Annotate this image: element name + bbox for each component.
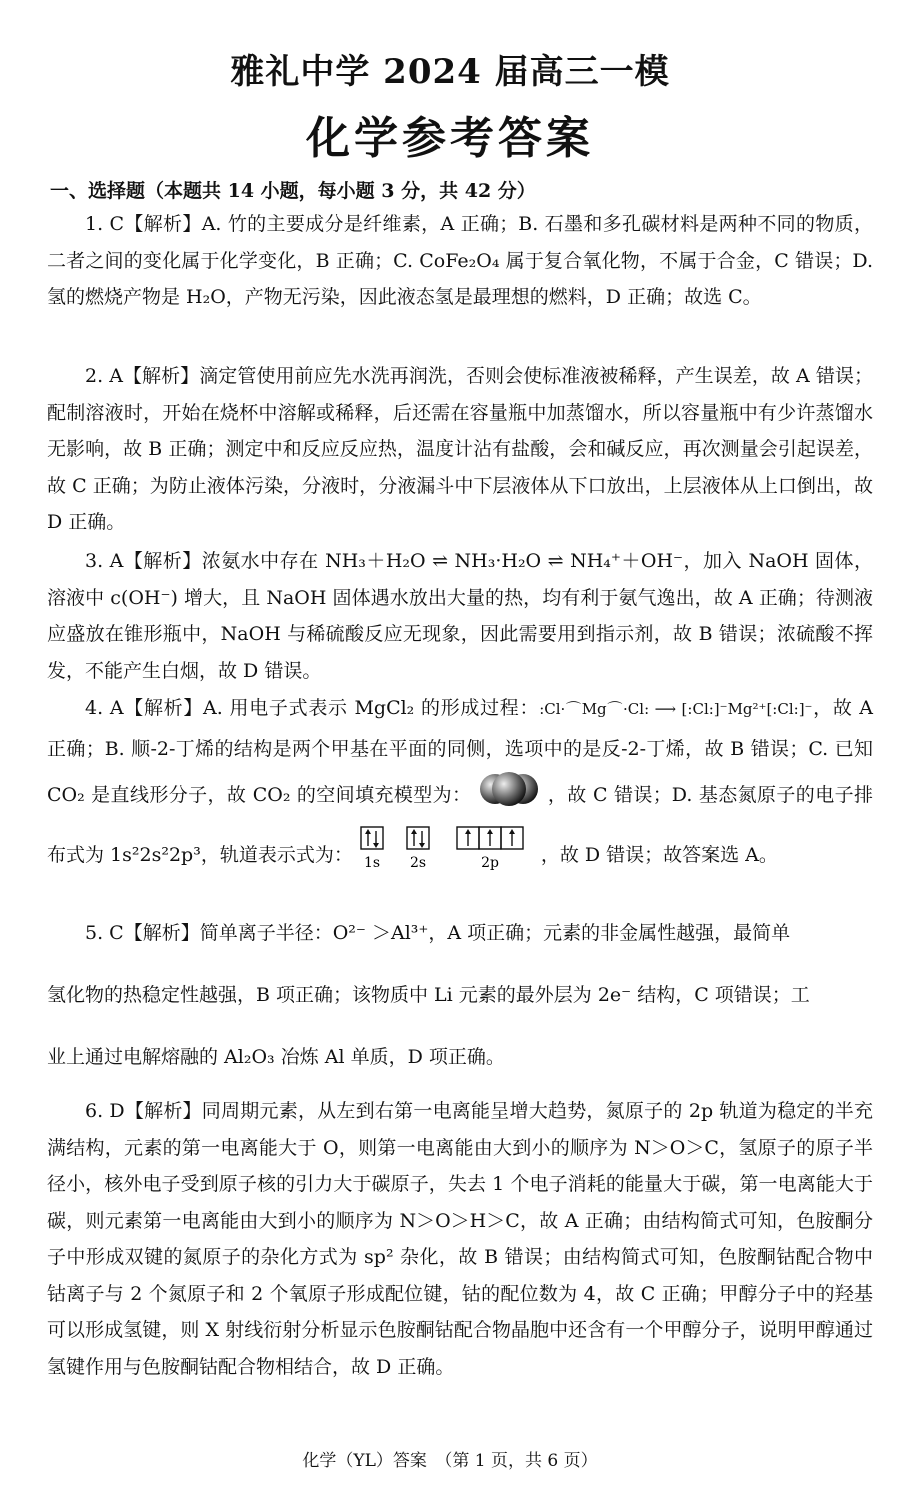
answer-q1-text: 1. C【解析】A. 竹的主要成分是纤维素，A 正确；B. 石墨和多孔碳材料是两种不同的物质，二者之间的变化属于化学变化，B 正确；C. CoFe₂O₄ 属于复合氧化物，不属于合金，C 错误；D. 氢的燃烧产物是 H₂O，产物无污染，因此液态氢是最理想的燃料，D 正确；故选 C。: [47, 213, 873, 308]
answer-q1: [47, 206, 873, 316]
answer-q4-part1: 4. A【解析】A. 用电子式表示 MgCl₂ 的形成过程：: [85, 697, 540, 719]
answer-q2-text: 2. A【解析】滴定管使用前应先水洗再润洗，否则会使标准液被稀释，产生误差，故 A 错误；配制溶液时，开始在烧杯中溶解或稀释，后还需在容量瓶中加蒸馏水，所以容量瓶中有少许蒸馏水无影响，故 B 正确；测定中和反应反应热，温度计沾有盐酸，会和碱反应，再次测量会引起误差，故 C 正确；为防止液体污染，分液时，分液漏斗中下层液体从下口放出，上层液体从上口倒出，故 D 正确。: [47, 365, 873, 533]
page-title: 雅礼中学 2024 届高三一模: [230, 52, 670, 92]
co2-space-filling-model-icon: [477, 769, 541, 823]
answer-q4-part2: ，故 A 正确；B. 顺-2-丁烯的结构是两个甲基在平面的同侧，选项中的是反-2-丁烯，故 B 错误；C. 已知 CO₂ 是直线形分子，故 CO₂ 的空间填充模型为：: [47, 697, 874, 806]
nitrogen-orbital-diagram: [357, 823, 537, 889]
page-footer: 化学（YL）答案 （第 1 页，共 6 页）: [302, 1451, 598, 1471]
orbital-label-1s: 1s: [363, 855, 380, 871]
answer-q4-part3: ，故 C 错误；D. 基态氮原子的电子排布式为 1s²2s²2p³，轨道表示式为：: [47, 784, 873, 866]
answer-q4-part4: ，故 D 错误；故答案选 A。: [540, 844, 778, 866]
answer-q5-line2: 氢化物的热稳定性越强，B 项正确；该物质中 Li 元素的最外层为 2e⁻ 结构，C 项错误；工: [47, 984, 810, 1006]
answer-q6: [47, 1093, 873, 1385]
orbital-label-2s: 2s: [409, 855, 426, 871]
answer-q5-line1-text: 5. C【解析】简单离子半径：O²⁻ ＞Al³⁺，A 项正确；元素的非金属性越强，最简单: [85, 922, 791, 944]
answer-q3: [47, 543, 873, 689]
answer-q6-text: 6. D【解析】同周期元素，从左到右第一电离能呈增大趋势，氮原子的 2p 轨道为稳定的半充满结构，元素的第一电离能大于 O，则第一电离能由大到小的顺序为 N＞O＞C，氢原子的原子半径小，核外电子受到原子核的引力大于碳原子，失去 1 个电子消耗的能量大于碳，第一电离能大于碳，则元素第一电离能由大到小的顺序为 N＞O＞H＞C，故 A 正确；由结构简式可知，色胺酮分子中形成双键的氮原子的杂化方式为 sp² 杂化，故 B 错误；由结构简式可知，色胺酮钴配合物中钴离子与 2 个氮原子和 2 个氧原子形成配位键，钴的配位数为 4，故 C 正确；甲醇分子中的羟基可以形成氢键，则 X 射线衍射分析显示色胺酮钴配合物晶胞中还含有一个甲醇分子，说明甲醇通过氢键作用与色胺酮钴配合物相结合，故 D 正确。: [47, 1100, 873, 1378]
answer-q3-text: 3. A【解析】浓氨水中存在 NH₃＋H₂O ⇌ NH₃·H₂O ⇌ NH₄⁺＋OH⁻，加入 NaOH 固体，溶液中 c(OH⁻) 增大，且 NaOH 固体遇水放出大量的热，均有利于氨气逸出，故 A 正确；待测液应盛放在锥形瓶中，NaOH 与稀硫酸反应无现象，因此需要用到指示剂，故 B 错误；浓硫酸不挥发，不能产生白烟，故 D 错误。: [47, 550, 873, 682]
answer-q4: [47, 688, 873, 889]
mgcl2-formation-formula: :Cl·⌒Mg⌒·Cl: ⟶ [:Cl:]⁻Mg²⁺[:Cl:]⁻: [539, 700, 813, 718]
answer-q5: [47, 902, 873, 1088]
page-subtitle: 化学参考答案: [306, 113, 594, 164]
answer-q5-line3: 业上通过电解熔融的 Al₂O₃ 冶炼 Al 单质，D 项正确。: [47, 1046, 505, 1068]
answer-q5-line1: [47, 902, 873, 964]
section-heading: 一、选择题（本题共 14 小题，每小题 3 分，共 42 分）: [50, 180, 536, 202]
answer-q2: [47, 358, 873, 541]
orbital-label-2p: 2p: [480, 855, 499, 871]
